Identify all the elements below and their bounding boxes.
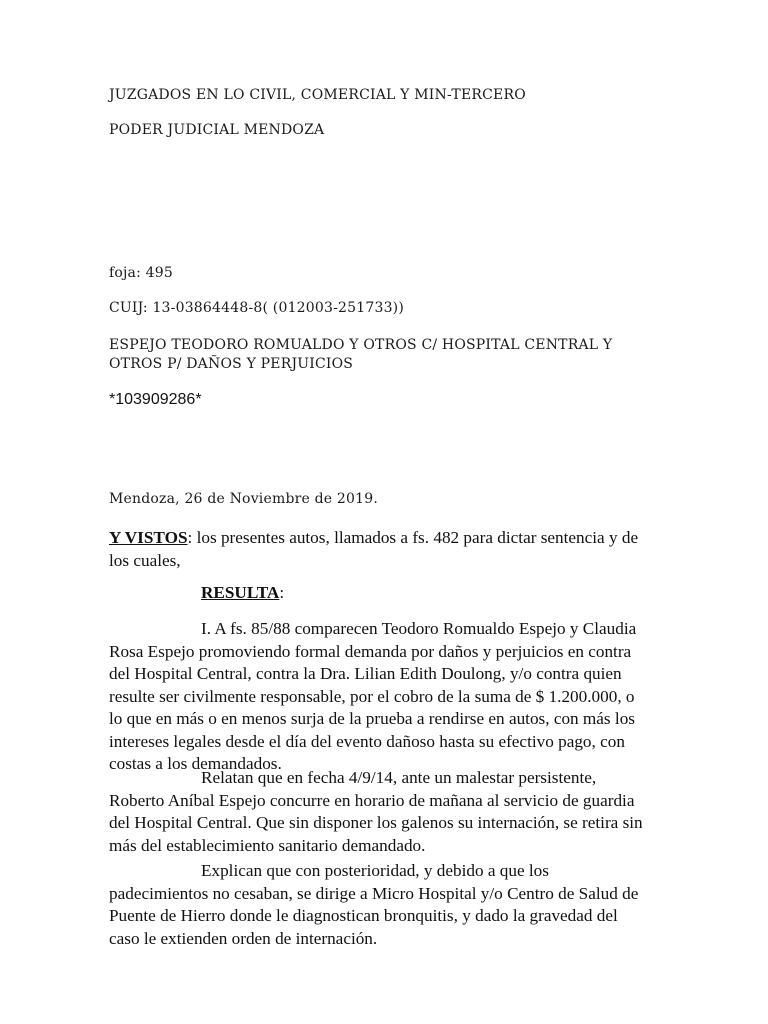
paragraph-line: I. A fs. 85/88 comparecen Teodoro Romualdo Espejo y Claudia (201, 619, 637, 638)
barcode-number: *103909286* (109, 391, 202, 408)
paragraph-line: Relatan que en fecha 4/9/14, ante un malestar persistente, (201, 768, 597, 787)
paragraph-2 (109, 767, 657, 857)
paragraph-line: intereses legales desde el día del evento dañoso hasta su efectivo pago, con (109, 731, 625, 751)
resulta-label: RESULTA (201, 583, 280, 602)
paragraph-line: caso le extienden orden de internación. (109, 928, 378, 948)
resulta-colon: : (279, 583, 285, 602)
paragraph-line: costas a los demandados. (109, 754, 282, 773)
paragraph-1 (109, 618, 657, 776)
paragraph-line: más del establecimiento sanitario demandado. (109, 835, 426, 855)
vistos-paragraph (109, 527, 657, 572)
judiciary-name: PODER JUDICIAL MENDOZA (109, 122, 325, 138)
paragraph-line: del Hospital Central, contra la Dra. Lilian Edith Doulong, y/o contra quien (109, 664, 622, 683)
paragraph-3 (109, 860, 657, 950)
case-title-line-1: ESPEJO TEODORO ROMUALDO Y OTROS C/ HOSPITAL CENTRAL Y (109, 337, 613, 353)
paragraph-line: Rosa Espejo promoviendo formal demanda por daños y perjuicios en contra (109, 641, 632, 661)
paragraph-line: Puente de Hierro donde le diagnostican bronquitis, y dado la gravedad del (109, 906, 618, 925)
case-title-line-2: OTROS P/ DAÑOS Y PERJUICIOS (109, 356, 354, 372)
vistos-label: Y VISTOS (109, 528, 188, 547)
court-name: JUZGADOS EN LO CIVIL, COMERCIAL Y MIN-TERCERO (109, 87, 526, 103)
vistos-text-line-2: los cuales, (109, 550, 181, 570)
resulta-heading (109, 582, 657, 605)
paragraph-line: Roberto Aníbal Espejo concurre en horario de mañana al servicio de guardia (109, 790, 635, 810)
paragraph-line: Explican que con posterioridad, y debido a que los (201, 861, 549, 880)
vistos-text-line-1: : los presentes autos, llamados a fs. 482 para dictar sentencia y de (187, 528, 639, 547)
paragraph-line: del Hospital Central. Que sin disponer los galenos su internación, se retira sin (109, 813, 643, 832)
paragraph-line: padecimientos no cesaban, se dirige a Micro Hospital y/o Centro de Salud de (109, 883, 639, 903)
foja-number: foja: 495 (109, 265, 173, 281)
document-date: Mendoza, 26 de Noviembre de 2019. (109, 491, 379, 507)
paragraph-line: lo que en más o en menos surja de la prueba a rendirse en autos, con más los (109, 709, 635, 728)
paragraph-line: resulte ser civilmente responsable, por el cobro de la suma de $ 1.200.000, o (109, 686, 635, 706)
cuij-number: CUIJ: 13-03864448-8( (012003-251733)) (109, 300, 405, 316)
